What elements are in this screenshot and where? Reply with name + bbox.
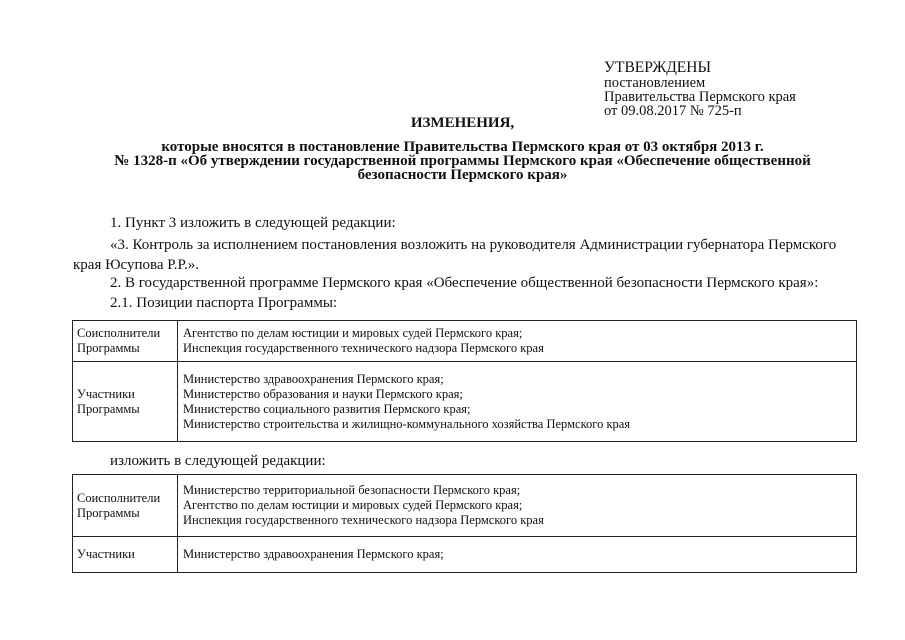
paragraph-3: 2. В государственной программе Пермского края «Обеспечение общественной безопасности Пермского края»:	[110, 275, 819, 291]
table-row	[73, 321, 857, 362]
row-value: Министерство здравоохранения Пермского края;	[178, 537, 857, 573]
paragraph-2-continued: края Юсупова Р.Р.».	[73, 257, 199, 273]
paragraph-1: 1. Пункт 3 изложить в следующей редакции:	[110, 215, 396, 231]
row-label: Соисполнители Программы	[73, 475, 178, 537]
title-main: ИЗМЕНЕНИЯ,	[410, 115, 515, 131]
row-value: Агентство по делам юстиции и мировых судей Пермского края; Инспекция государственного технического надзора Пермского края	[178, 321, 857, 362]
approval-heading: УТВЕРЖДЕНЫ	[604, 59, 711, 76]
row-value: Министерство здравоохранения Пермского края; Министерство образования и науки Пермского края; Министерство социального развития Пермского края; Министерство строительства и жилищно-коммунального хозяйства Пермского края	[178, 362, 857, 442]
document-title	[95, 116, 830, 182]
row-value: Министерство территориальной безопасности Пермского края; Агентство по делам юстиции и мировых судей Пермского края; Инспекция государственного технического надзора Пермского края	[178, 475, 857, 537]
approval-line: Правительства Пермского края	[604, 89, 796, 105]
title-subtitle: № 1328-п «Об утверждении государственной программы Пермского края «Обеспечение общественной	[114, 153, 811, 169]
paragraph-4: 2.1. Позиции паспорта Программы:	[110, 295, 338, 311]
paragraph-2: «3. Контроль за исполнением постановления возложить на руководителя Администрации губернатора Пермского	[110, 237, 837, 253]
row-label: Участники Программы	[73, 362, 178, 442]
approval-line: от 09.08.2017 № 725-п	[604, 103, 742, 119]
passport-table-old	[72, 320, 857, 442]
approval-stamp	[604, 60, 796, 118]
table-row	[73, 537, 857, 573]
passport-table-new	[72, 474, 857, 573]
title-subtitle: безопасности Пермского края»	[357, 167, 568, 183]
row-label: Соисполнители Программы	[73, 321, 178, 362]
title-subtitle: которые вносятся в постановление Правительства Пермского края от 03 октября 2013 г.	[161, 139, 764, 155]
table-row	[73, 475, 857, 537]
approval-line: постановлением	[604, 75, 706, 91]
paragraph-5: изложить в следующей редакции:	[110, 453, 326, 469]
table-row	[73, 362, 857, 442]
row-label: Участники	[73, 537, 178, 573]
